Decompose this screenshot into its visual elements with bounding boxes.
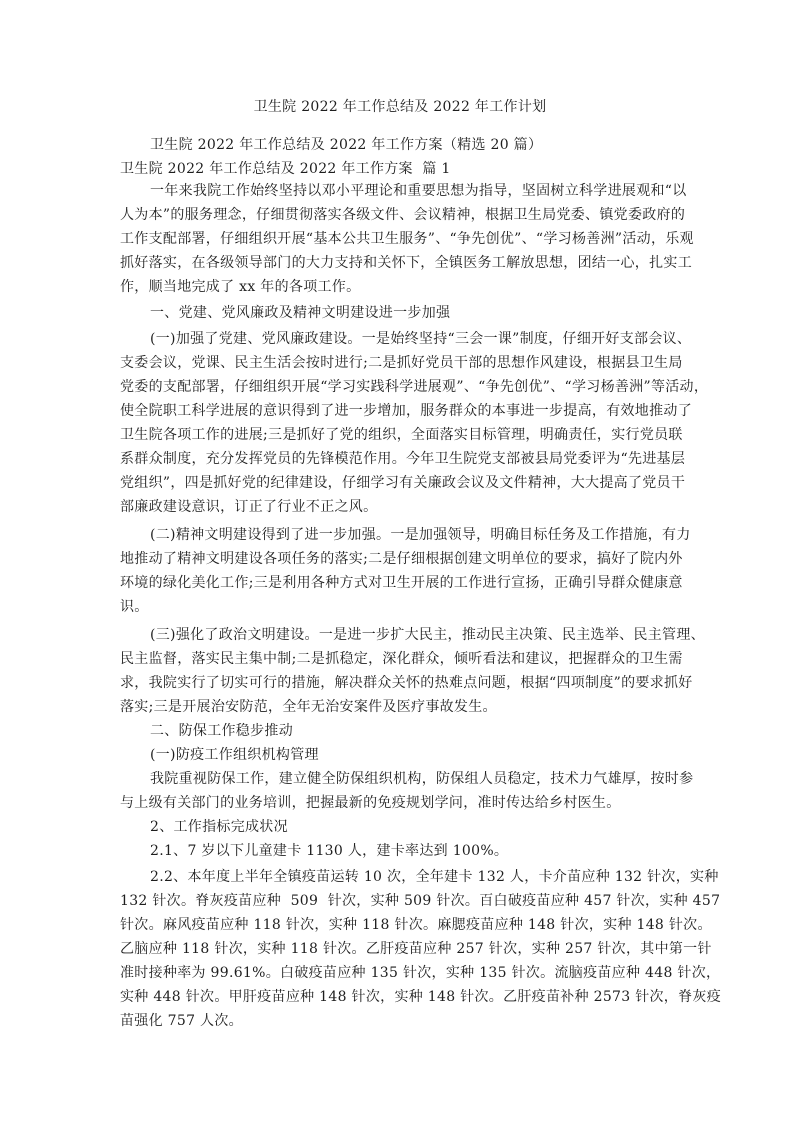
paragraph-line: 工作支配部署，仔细组织开展“基本公共卫生服务”、“争先创优”、“学习杨善洲”活动，乐观 (120, 231, 694, 247)
paragraph-line: 实种 448 针次。甲肝疫苗应种 148 针次，实种 148 针次。乙肝疫苗补种 2573 针次，脊灰疫 (120, 989, 721, 1005)
section-heading: 卫生院 2022 年工作总结及 2022 年工作方案 篇 1 (120, 161, 451, 177)
paragraph-line: 准时接种率为 99.61%。白破疫苗应种 135 针次，实种 135 针次。流脑疫苗应种 448 针次， (120, 965, 721, 981)
paragraph-line: 132 针次。脊灰疫苗应种 509 针次，实种 509 针次。百白破疫苗应种 457 针次，实种 457 (120, 893, 721, 909)
paragraph-line: 针次。麻风疫苗应种 118 针次，实种 118 针次。麻腮疫苗应种 148 针次，实种 148 针次。 (120, 917, 712, 933)
paragraph-line: (一)加强了党建、党风廉政建设。一是始终坚持“三会一课”制度，仔细开好支部会议、 (150, 331, 692, 347)
document-title: 卫生院 2022 年工作总结及 2022 年工作计划 (253, 99, 547, 115)
paragraph-line: 与上级有关部门的业务培训，把握最新的免疫规划学问，准时传达给乡村医生。 (120, 795, 621, 811)
paragraph-line: 乙脑应种 118 针次，实种 118 针次。乙肝疫苗应种 257 针次，实种 257 针次，其中第一针 (120, 941, 712, 957)
paragraph-line: 部廉政建设意识，订正了行业不正之风。 (120, 499, 378, 515)
paragraph-line: 苗强化 757 人次。 (120, 1013, 243, 1029)
heading-line: 二、防保工作稳步推动 (150, 723, 293, 739)
heading-line: 一、党建、党风廉政及精神文明建设进一步加强 (150, 305, 451, 321)
subtitle-line: 卫生院 2022 年工作总结及 2022 年工作方案（精选 20 篇） (150, 137, 543, 153)
paragraph-line: 求，我院实行了切实可行的措施，解决群众关怀的热难点问题，根据“四项制度”的要求抓好 (120, 675, 693, 691)
paragraph-line: 识。 (120, 599, 149, 615)
paragraph-line: 环境的绿化美化工作;三是利用各种方式对卫生开展的工作进行宣扬，正确引导群众健康意 (120, 575, 683, 591)
paragraph-line: 作，顺当地完成了 xx 年的各项工作。 (120, 279, 361, 295)
paragraph-line: 一年来我院工作始终坚持以邓小平理论和重要思想为指导，坚固树立科学进展观和“以 (150, 183, 687, 199)
paragraph-line: 2.1、7 岁以下儿童建卡 1130 人，建卡率达到 100%。 (150, 843, 509, 859)
paragraph-line: 卫生院各项工作的进展;三是抓好了党的组织，全面落实目标管理，明确责任，实行党员联 (120, 427, 683, 443)
paragraph-line: 党委的支配部署，仔细组织开展“学习实践科学进展观”、“争先创优”、“学习杨善洲”等活动， (120, 379, 709, 395)
paragraph-line: (二)精神文明建设得到了进一步加强。一是加强领导，明确目标任务及工作措施，有力 (150, 527, 691, 543)
paragraph-line: 我院重视防保工作，建立健全防保组织机构，防保组人员稳定，技术力气雄厚，按时参 (150, 771, 694, 787)
paragraph-line: 系群众制度，充分发挥党员的先锋模范作用。今年卫生院党支部被县局党委评为“先进基层 (120, 451, 686, 467)
paragraph-line: 民主监督，落实民主集中制;二是抓稳定，深化群众，倾听看法和建议，把握群众的卫生需 (120, 651, 683, 667)
paragraph-line: 使全院职工科学进展的意识得到了进一步增加，服务群众的本事进一步提高，有效地推动了 (120, 403, 692, 419)
paragraph-line: 抓好落实，在各级领导部门的大力支持和关怀下，全镇医务工解放思想，团结一心，扎实工 (120, 255, 692, 271)
heading-line: (一)防疫工作组织机构管理 (150, 747, 319, 763)
paragraph-line: 支委会议，党课、民主生活会按时进行;二是抓好党员干部的思想作风建设，根据县卫生局 (120, 355, 683, 371)
paragraph-line: 人为本”的服务理念，仔细贯彻落实各级文件、会议精神，根据卫生局党委、镇党委政府的 (120, 207, 686, 223)
paragraph-line: 2.2、本年度上半年全镇疫苗运转 10 次，全年建卡 132 人，卡介苗应种 132 针次，实种 (150, 869, 719, 885)
paragraph-line: (三)强化了政治文明建设。一是进一步扩大民主，推动民主决策、民主选举、民主管理、 (150, 627, 705, 643)
paragraph-line: 党组织”，四是抓好党的纪律建设，仔细学习有关廉政会议及文件精神，大大提高了党员干 (120, 475, 686, 491)
paragraph-line: 落实;三是开展治安防范，全年无治安案件及医疗事故发生。 (120, 699, 497, 715)
paragraph-line: 地推动了精神文明建设各项任务的落实;二是仔细根据创建文明单位的要求，搞好了院内外 (120, 551, 683, 567)
heading-line: 2、工作指标完成状况 (150, 819, 288, 835)
